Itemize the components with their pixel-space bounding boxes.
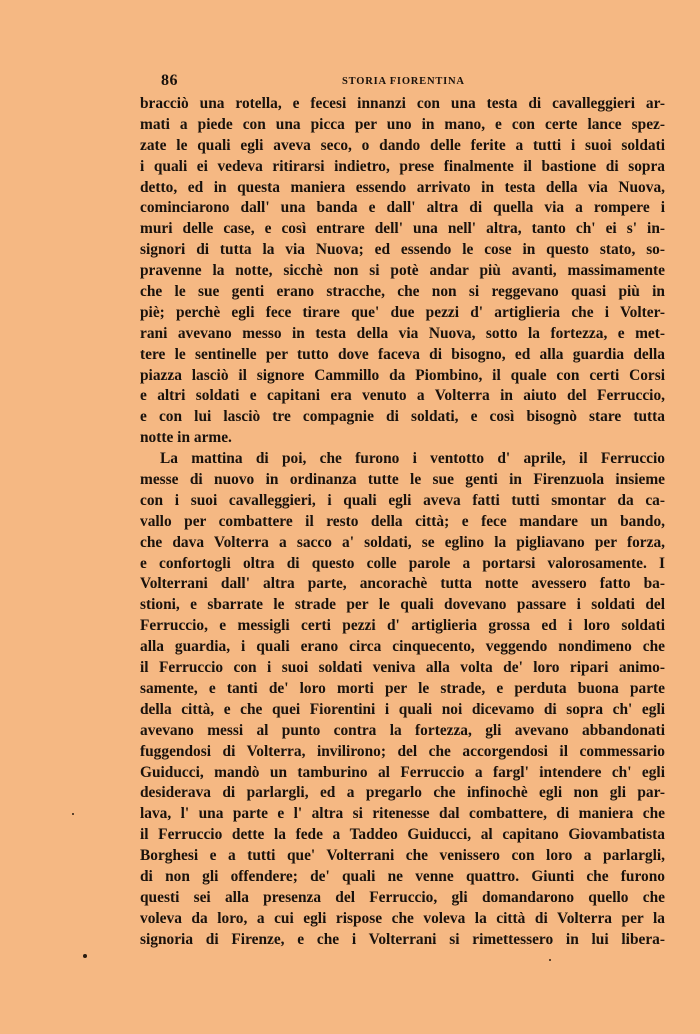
text-line: fuggendosi di Volterra, invilirono; del che accorgendosi il commessario	[140, 742, 665, 760]
text-line: questi sei alla presenza del Ferruccio, gli domandarono quello che	[140, 888, 665, 906]
text-line: tere le sentinelle per tutto dove faceva di bisogno, ed alla guardia della	[140, 345, 665, 363]
text-line: piè; perchè egli fece tirare que' due pezzi d' artiglieria che i Volter-	[140, 303, 665, 321]
text-line: Guiducci, mandò un tamburino al Ferruccio a fargl' intendere ch' egli	[140, 763, 665, 781]
text-line: il Ferruccio dette la fede a Taddeo Guiducci, al capitano Giovambatista	[140, 826, 665, 844]
text-line: con i suoi cavalleggieri, i quali egli aveva fatti tutti smontar da ca-	[140, 491, 665, 509]
ink-speck	[549, 959, 551, 961]
text-line: e confortogli oltra di questo colle parole a portarsi valorosamente. I	[140, 554, 665, 572]
text-line: che le sue genti erano stracche, che non si reggevano quasi più in	[140, 283, 665, 301]
text-line: desiderava di parlargli, ed a pregarlo che infinochè egli non gli par-	[140, 784, 665, 802]
text-line: della città, e che quei Fiorentini i quali noi dicevamo di sopra ch' egli	[140, 700, 665, 718]
page-number: 86	[161, 72, 178, 89]
body-text	[140, 94, 665, 954]
running-title: STORIA FIORENTINA	[342, 76, 465, 87]
text-line: piazza lasciò il signore Cammillo da Piombino, il quale con certi Corsi	[140, 366, 665, 384]
text-line: e altri soldati e capitani era venuto a Volterra in aiuto del Ferruccio,	[140, 387, 665, 405]
text-line: Ferruccio, e messigli certi pezzi d' artiglieria grossa ed i loro soldati	[140, 617, 665, 635]
text-line: vallo per combattere il resto della città; e fece mandare un bando,	[140, 512, 665, 530]
text-line: Borghesi e a tutti que' Volterrani che venissero con loro a parlargli,	[140, 847, 665, 865]
ink-speck	[83, 954, 87, 958]
text-line: il Ferruccio con i suoi soldati veniva alla volta de' loro ripari animo-	[140, 659, 665, 677]
text-line: signori di tutta la via Nuova; ed essendo le cose in questo stato, so-	[140, 241, 665, 259]
ink-speck	[72, 813, 74, 815]
text-line: cominciarono dall' una banda e dall' altra di quella via a rompere i	[140, 199, 665, 217]
text-line: avevano messi al punto contra la fortezza, gli avevano abbandonati	[140, 721, 665, 739]
paragraph-1	[140, 94, 665, 449]
text-line: messe di nuovo in ordinanza tutte le sue genti in Firenzuola insieme	[140, 471, 665, 489]
text-line: muri delle case, e così entrare dell' una nell' altra, tanto ch' ei s' in-	[140, 220, 665, 238]
paragraph-2	[140, 449, 665, 950]
text-line: bracciò una rotella, e fecesi innanzi con una testa di cavalleggieri ar-	[140, 95, 665, 112]
page-header	[140, 72, 665, 96]
text-line: stioni, e sbarrate le strade per le quali dovevano passare i soldati del	[140, 596, 665, 614]
text-line: notte in arme.	[140, 429, 232, 447]
text-line: che dava Volterra a sacco a' soldati, se eglino la pigliavano per forza,	[140, 533, 665, 551]
text-line: pravenne la notte, sicchè non si potè andar più avanti, massimamente	[140, 262, 665, 280]
text-line: samente, e tanti de' loro morti per le strade, e perduta buona parte	[140, 679, 665, 697]
text-line: mati a piede con una picca per uno in mano, e con certe lance spez-	[140, 115, 665, 133]
text-line: voleva da loro, a cui egli rispose che voleva la città di Volterra per la	[140, 909, 665, 927]
text-line: detto, ed in questa maniera essendo arrivato in testa della via Nuova,	[140, 178, 665, 196]
text-line: di non gli offendere; de' quali ne venne quattro. Giunti che furono	[140, 867, 665, 885]
text-line: La mattina di poi, che furono i ventotto d' aprile, il Ferruccio	[160, 450, 665, 468]
text-line: zate le quali egli aveva seco, o dando delle ferite a tutti i suoi soldati	[140, 136, 665, 154]
text-line: Volterrani dall' altra parte, ancorachè tutta notte avessero fatto ba-	[140, 575, 665, 593]
text-line: lava, l' una parte e l' altra si ritenesse dal combattere, di maniera che	[140, 805, 665, 823]
text-line: signoria di Firenze, e che i Volterrani si rimettessero in lui libera-	[140, 930, 665, 948]
text-line: rani avevano messo in testa della via Nuova, sotto la fortezza, e met-	[140, 324, 665, 342]
text-line: i quali ei vedeva ritirarsi indietro, prese finalmente il bastione di sopra	[140, 157, 665, 175]
text-line: e con lui lasciò tre compagnie di soldati, e così bisognò stare tutta	[140, 408, 665, 426]
text-line: alla guardia, i quali erano circa cinquecento, veggendo nondimeno che	[140, 638, 665, 656]
